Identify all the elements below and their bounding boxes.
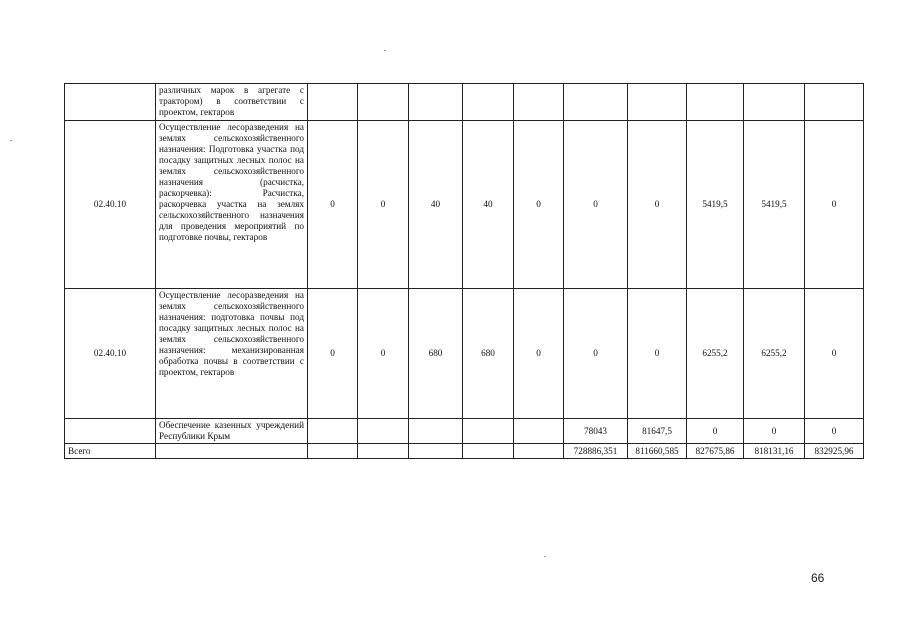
cell-value: 0 bbox=[805, 419, 864, 444]
cell-value bbox=[564, 84, 628, 121]
cell-value: 40 bbox=[409, 121, 463, 289]
table-row bbox=[65, 289, 864, 419]
cell-value bbox=[805, 84, 864, 121]
cell-value: 0 bbox=[687, 419, 744, 444]
cell-value: 0 bbox=[564, 289, 628, 419]
cell-value: 0 bbox=[628, 289, 687, 419]
cell-value: 6255,2 bbox=[744, 289, 805, 419]
cell-value: 40 bbox=[463, 121, 514, 289]
cell-value: 811660,585 bbox=[628, 444, 687, 459]
cell-value bbox=[514, 84, 564, 121]
page-number: 66 bbox=[811, 571, 825, 585]
scan-speck bbox=[10, 140, 12, 141]
total-label: Всего bbox=[65, 444, 156, 459]
row-code: 02.40.10 bbox=[65, 289, 156, 419]
cell-value bbox=[308, 84, 358, 121]
cell-value: 680 bbox=[409, 289, 463, 419]
cell-value: 680 bbox=[463, 289, 514, 419]
cell-value bbox=[687, 84, 744, 121]
cell-value bbox=[463, 444, 514, 459]
cell-value bbox=[628, 84, 687, 121]
cell-value bbox=[514, 419, 564, 444]
cell-value: 827675,86 bbox=[687, 444, 744, 459]
cell-value bbox=[308, 444, 358, 459]
cell-value bbox=[409, 419, 463, 444]
row-description: Осуществление лесоразведения на землях сельскохозяйственного назначения: подготовка почвы под посадку защитных лесных полос на землях сельскохозяйственного назначения: механизированная обработка почвы в соответствии с проектом, гектаров bbox=[156, 289, 308, 419]
row-description: различных марок в агрегате с трактором) в соответствии с проектом, гектаров bbox=[156, 84, 308, 121]
cell-value: 0 bbox=[805, 121, 864, 289]
table-row bbox=[65, 121, 864, 289]
table-row bbox=[65, 419, 864, 444]
table-row bbox=[65, 84, 864, 121]
table-body bbox=[65, 84, 864, 459]
row-code: 02.40.10 bbox=[65, 121, 156, 289]
cell-value bbox=[308, 419, 358, 444]
cell-value bbox=[409, 444, 463, 459]
cell-value: 5419,5 bbox=[744, 121, 805, 289]
row-code bbox=[65, 419, 156, 444]
cell-value: 5419,5 bbox=[687, 121, 744, 289]
cell-value: 81647,5 bbox=[628, 419, 687, 444]
row-code bbox=[65, 84, 156, 121]
cell-value: 0 bbox=[805, 289, 864, 419]
cell-value: 0 bbox=[358, 289, 409, 419]
cell-value: 6255,2 bbox=[687, 289, 744, 419]
cell-value: 728886,351 bbox=[564, 444, 628, 459]
cell-value: 78043 bbox=[564, 419, 628, 444]
total-row bbox=[65, 444, 864, 459]
cell-value: 0 bbox=[744, 419, 805, 444]
scan-speck bbox=[384, 50, 386, 51]
cell-value bbox=[358, 444, 409, 459]
cell-value: 818131,16 bbox=[744, 444, 805, 459]
cell-value bbox=[156, 444, 308, 459]
row-description: Осуществление лесоразведения на землях сельскохозяйственного назначения: Подготовка участка под посадку защитных лесных полос на землях сельскохозяйственного назначения (расчистка, раскорчевка): Расчистка, раскорчевка участка на землях сельскохозяйственного назначения для проведения мероприятий по подготовке почвы, гектаров bbox=[156, 121, 308, 289]
cell-value: 0 bbox=[358, 121, 409, 289]
cell-value: 0 bbox=[564, 121, 628, 289]
cell-value: 832925,96 bbox=[805, 444, 864, 459]
cell-value: 0 bbox=[308, 289, 358, 419]
cell-value: 0 bbox=[514, 121, 564, 289]
cell-value: 0 bbox=[628, 121, 687, 289]
cell-value bbox=[744, 84, 805, 121]
scan-speck bbox=[544, 556, 546, 557]
cell-value bbox=[409, 84, 463, 121]
cell-value: 0 bbox=[514, 289, 564, 419]
cell-value: 0 bbox=[308, 121, 358, 289]
cell-value bbox=[463, 84, 514, 121]
cell-value bbox=[358, 419, 409, 444]
cell-value bbox=[463, 419, 514, 444]
cell-value bbox=[514, 444, 564, 459]
data-table bbox=[64, 83, 864, 459]
row-description: Обеспечение казенных учреждений Республики Крым bbox=[156, 419, 308, 444]
cell-value bbox=[358, 84, 409, 121]
